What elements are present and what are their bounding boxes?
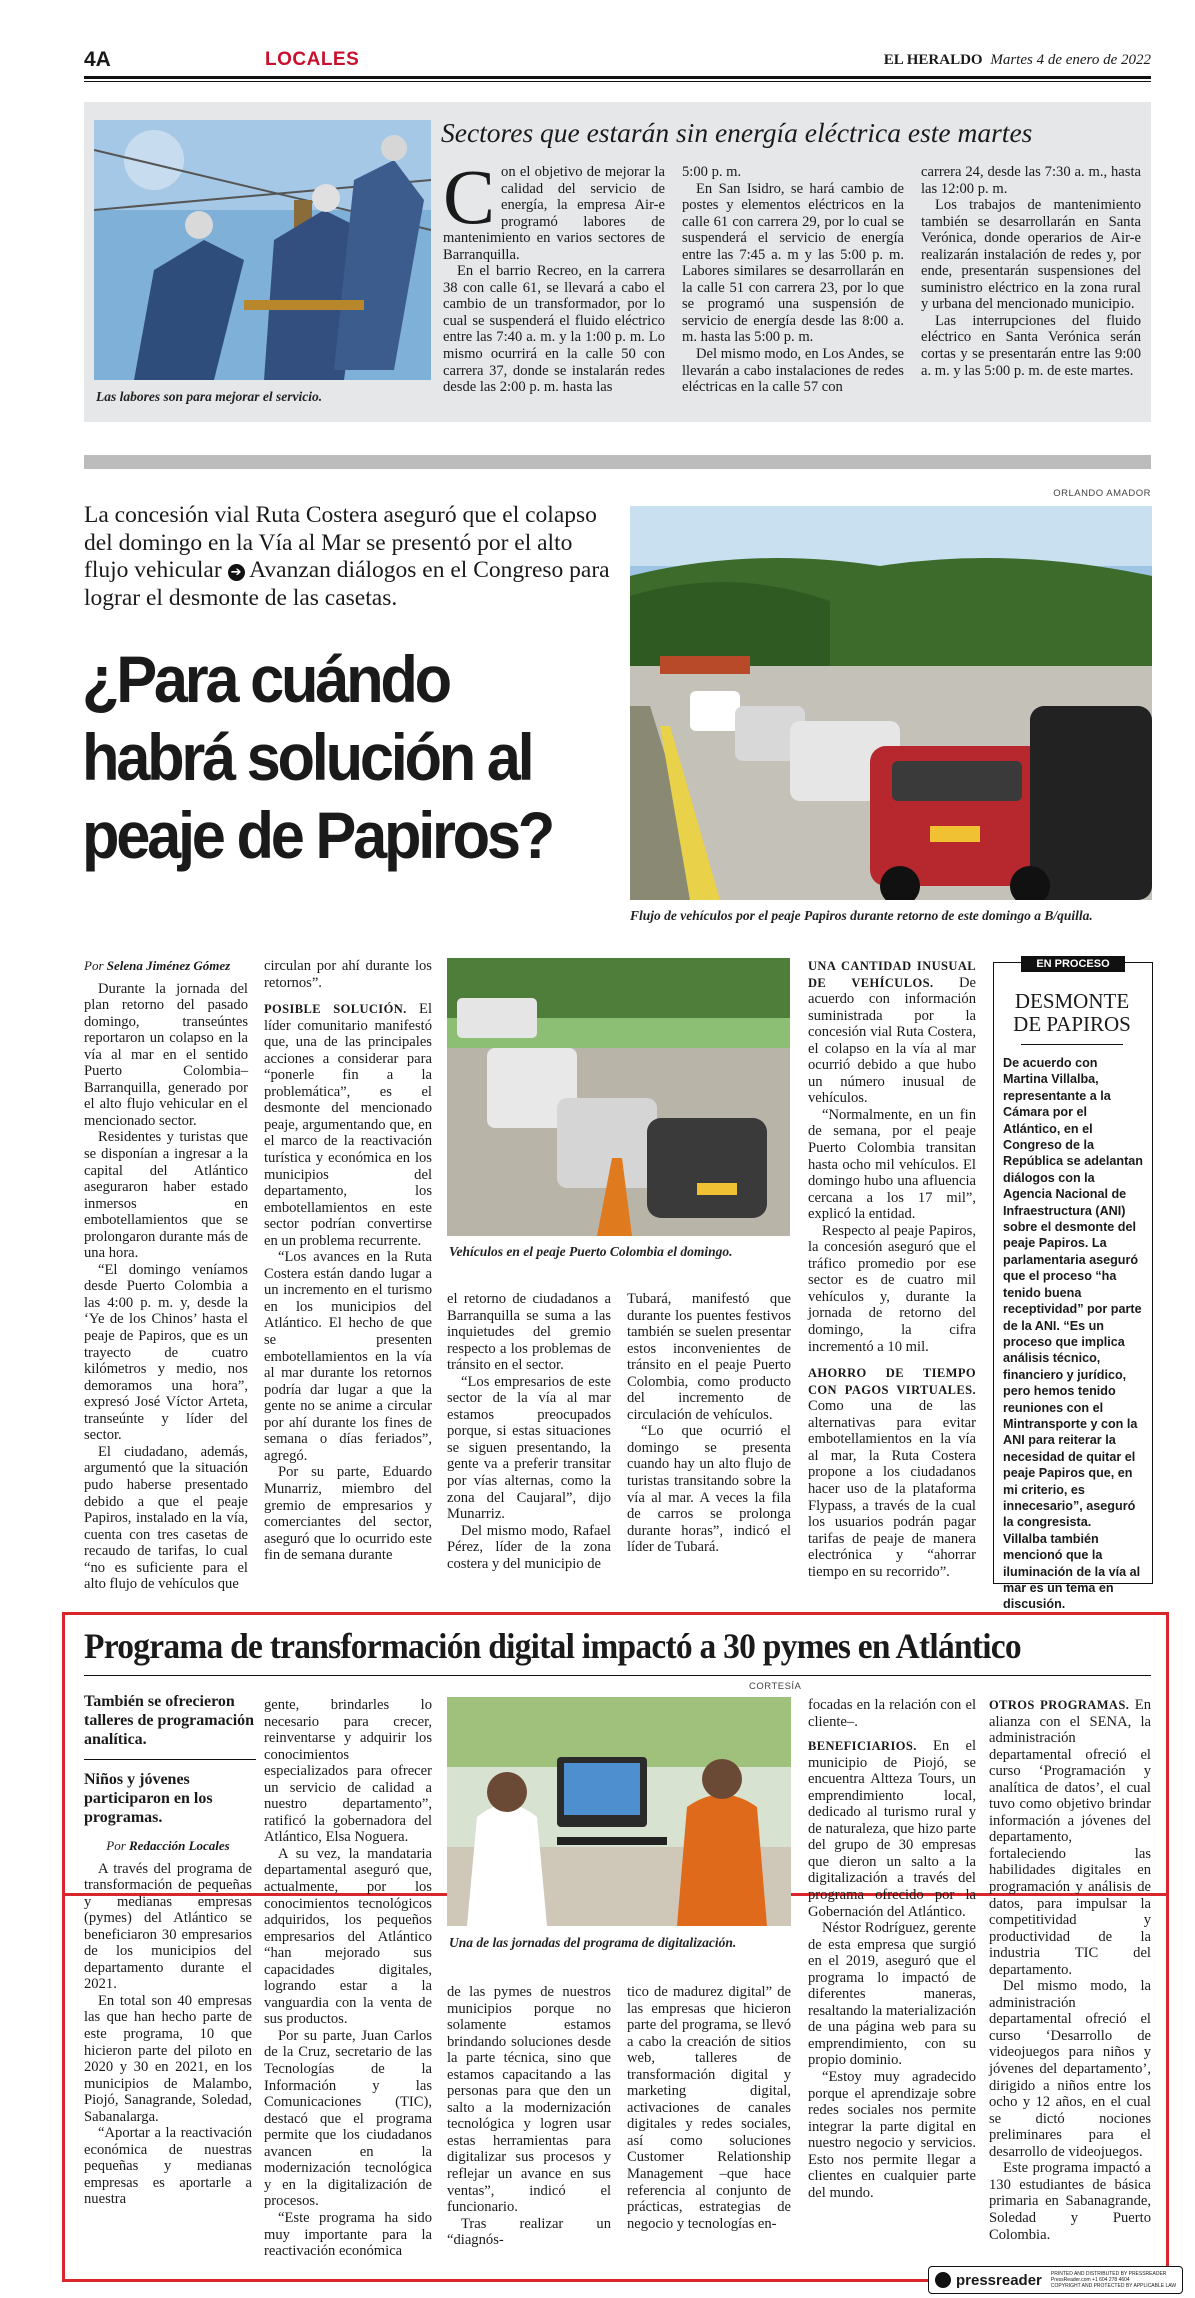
section-divider-bar xyxy=(84,455,1151,469)
fineprint-2: PressReader.com +1 604 278 4604 xyxy=(1050,2277,1130,2283)
pressreader-icon xyxy=(935,2272,951,2288)
traffic-photo-main xyxy=(630,506,1152,900)
header-rule xyxy=(84,76,1151,79)
lead-otros-programas: OTROS PROGRAMAS. xyxy=(989,1698,1130,1712)
digital-col6-p3: Este programa impactó a 130 estudiantes de básica primaria en Sabanagrande, Soledad y Puerto Colombia. xyxy=(989,2160,1151,2243)
energy-col-2 xyxy=(682,164,904,396)
section-label: LOCALES xyxy=(265,49,360,70)
traffic-photo-small xyxy=(447,958,790,1236)
digital-headline: Programa de transformación digital impactó a 30 pymes en Atlántico xyxy=(84,1626,1021,1666)
peaje-col1-p1: Durante la jornada del plan retorno del pasado domingo, transeúntes reportaron un colapso en la vía al mar en el sentido Puerto Colombia–Barranquilla, generado por el alto flujo vehicular en el mencionado sector. xyxy=(84,980,248,1129)
deck-part-1: La concesión vial Ruta Costera aseguró que el colapso del domingo en la Vía al Mar se presentó por el alto flujo vehicular xyxy=(84,502,597,583)
digital-col-2 xyxy=(264,1697,432,2260)
digital-col5-p1-text: En el municipio de Piojó, se encuentra Altteza Tours, un emprendimiento local, dedicado al turismo rural y de naturaleza, que hizo parte del grupo de 30 empresas que dieron un salto a la digitalización a través del programa ofrecido por la Gobernación del Atlántico. xyxy=(808,1738,976,1920)
energy-caption: Las labores son para mejorar el servicio. xyxy=(96,389,323,404)
digital-col5-p3: “Estoy muy agradecido porque el aprendizaje sobre redes sociales nos permite integrar la parte digital en nuestro negocio y servicios. Esto nos permite llegar a clientes en cualquier parte del mundo. xyxy=(808,2069,976,2201)
peaje-col2-first: circulan por ahí durante los retornos”. xyxy=(264,958,432,991)
digital-photo-caption: Una de las jornadas del programa de digitalización. xyxy=(449,1935,737,1950)
pressreader-fineprint xyxy=(1051,2271,1176,2289)
energy-col1-p1: on el objetivo de mejorar la calidad del servicio de energía, la empresa Air-e programó labores de mantenimiento en varios sectores de Barranquilla. xyxy=(443,164,665,263)
peaje-col2-p3: Por su parte, Eduardo Munarriz, miembro del gremio de empresarios y comerciantes del sector, aseguró que lo ocurrido este fin de semana durante xyxy=(264,1464,432,1564)
digital-byline-name: Redacción Locales xyxy=(129,1838,230,1853)
digital-col3-p2: Tras realizar un “diagnós- xyxy=(447,2215,611,2249)
sidebar-p1: De acuerdo con Martina Villalba, representante a la Cámara por el Atlántico, en el Congreso de la República se adelantan diálogos con la Agencia Nacional de Infraestructura (ANI) sobre el desmonte del peaje Papiros. La parlamentaria aseguró que el proceso “ha tenido buena receptividad” por parte de la ANI. “Es un proceso que implica análisis técnico, financiero y jurídico, pero hemos tenido reuniones con el Mintransporte y con la ANI para reiterar la necesidad de quitar el peaje Papiros que, en mi criterio, es innecesario”, aseguró la congresista. xyxy=(1003,1056,1143,1530)
digital-byline xyxy=(84,1838,252,1855)
energy-col3-p1: carrera 24, desde las 7:30 a. m., hasta las 12:00 p. m. xyxy=(921,164,1141,197)
digital-col2-first: gente, brindarles lo necesario para crecer, reinventarse y adquirir los conocimientos especializados para ofrecer un servicio de calidad a nuestro departamento”, ratificó la gobernadora del Atlántico, Elsa Noguera. xyxy=(264,1697,432,1846)
peaje-col2-p1 xyxy=(264,1001,432,1249)
peaje-col1-p4: El ciudadano, además, argumentó que la situación pudo haberse presentado debido a que el peaje Papiros, instalado en la vía, cuenta con tres casetas de recaudo de tarifas, lo cual “no es suficiente para el alto flujo de vehículos que xyxy=(84,1443,248,1593)
pressreader-brand: pressreader xyxy=(956,2271,1042,2289)
peaje-col4-p2: “Lo que ocurrió el domingo se presenta cuando hay un alto flujo de turistas transitando sobre la vía al mar. A veces la fila de carros se prolonga durante horas”, indicó el líder de Tubará. xyxy=(627,1423,791,1556)
peaje-col-4 xyxy=(627,1291,791,1556)
peaje-col3-p3: Del mismo modo, Rafael Pérez, líder de la zona costera y del municipio de xyxy=(447,1522,611,1572)
deck-arrow-icon: ➔ xyxy=(228,564,245,581)
photo-credit: ORLANDO AMADOR xyxy=(1053,488,1151,499)
peaje-col-5 xyxy=(808,958,976,1580)
peaje-col-1 xyxy=(84,958,248,1593)
digital-col1-p3: “Aportar a la reactivación económica de nuestras pequeñas y medianas empresas es aportarle a nuestra xyxy=(84,2125,252,2208)
summary-1: También se ofrecieron talleres de programación analítica. xyxy=(84,1693,255,1748)
digital-col2-p1: A su vez, la mandataria departamental aseguró que, actualmente, por los conocimientos tecnológicos adquiridos, los pequeños empresarios del Atlántico “han mejorado sus capacidades digitales, logrando estar a la vanguardia con la venta de sus productos. xyxy=(264,1845,432,2028)
peaje-col5-p2: “Normalmente, en un fin de semana, por el peaje Puerto Colombia transitan hasta ocho mil vehículos. El domingo hubo una afluencia cercana a los 17 mil”, explicó la entidad. xyxy=(808,1106,976,1223)
digital-col5-p1 xyxy=(808,1738,976,1920)
peaje-col1-p3: “El domingo veníamos desde Puerto Colombia a las 4:00 p. m. y, desde la ‘Ye de los Chinos’ hasta el peaje de Papiros, que es un trayecto de cuatro kilómetros y medio, nos demoramos una hora”, expresó José Víctor Arteta, transeúnte y líder del sector. xyxy=(84,1261,248,1444)
digital-byline-prefix: Por xyxy=(106,1838,129,1853)
pressreader-badge xyxy=(928,2266,1183,2294)
deck xyxy=(84,502,621,612)
energy-title: Sectores que estarán sin energía eléctrica este martes xyxy=(441,117,1033,148)
issue-date: Martes 4 de enero de 2022 xyxy=(990,52,1151,68)
energy-col2-p2: En San Isidro, se hará cambio de postes y elementos eléctricos en la calle 61 con carrera 29, por lo cual se suspenderá el servicio de energía entre las 7:45 a. m y las 5:00 p. m. Labores similares se desarrollarán en la calle 51 con carrera 23, por lo que se programó una suspensión de servicio de energía desde las 8:00 a. m. hasta las 5:00 p. m. xyxy=(682,180,904,346)
digital-col6-p1 xyxy=(989,1697,1151,1978)
peaje-col5-p3: Respecto al peaje Papiros, la concesión aseguró que el tráfico promedio por ese sector es de cuatro mil vehículos y, durante la jornada de retorno del domingo, la cifra incrementó a 10 mil. xyxy=(808,1222,976,1355)
lead-cantidad-inusual: UNA CANTIDAD INUSUAL DE VEHÍCULOS. xyxy=(808,959,976,990)
main-headline xyxy=(82,640,552,874)
peaje-col1-p2: Residentes y turistas que se disponían a ingresar a la capital del Atlántico aseguraron haber estado inmersos en embotellamientos que se prolongaron durante más de una hora. xyxy=(84,1129,248,1262)
peaje-col2-p2: “Los avances en la Ruta Costera están dando lugar a un incremento en el turismo en los municipios del Atlántico. El hecho de que se presenten embotellamientos en la vía al mar durante los retornos podría dar lugar a que la gente no se anime a circular por ahí durante los fines de semana o días feriados”, agregó. xyxy=(264,1249,432,1464)
lead-beneficiarios: BENEFICIARIOS. xyxy=(808,1739,917,1754)
headline-line-1: ¿Para cuándo xyxy=(82,642,449,716)
peaje-col2-p1-text: El líder comunitario manifestó que, una de las principales acciones a considerar para “ponerle fin a la problemática”, es el desmonte del mencionado peaje, argumentando que, en el marco de la reactivación turística y económica en los municipios del departamento, los embotellamientos en este sector podrían convertirse en un problema recurrente. xyxy=(264,1001,433,1249)
deck-part-2: Avanzan diálogos en el Congreso para lograr el desmonte de las casetas. xyxy=(84,557,610,611)
headline-line-2: habrá solución al xyxy=(82,720,532,794)
peaje-byline xyxy=(84,958,248,975)
energy-col-3 xyxy=(921,164,1141,379)
fineprint-1: PRINTED AND DISTRIBUTED BY PRESSREADER xyxy=(1050,2271,1167,2277)
digital-col1-p1: A través del programa de transformación de pequeñas y medianas empresas (pymes) del Atlántico se beneficiaron 30 empresarios de los municipios del departamento durante el 2021. xyxy=(84,1860,252,1993)
digital-col-5 xyxy=(808,1697,976,2201)
lead-ahorro-tiempo: AHORRO DE TIEMPO CON PAGOS VIRTUALES. xyxy=(808,1366,976,1397)
digital-col2-p2: Por su parte, Juan Carlos de la Cruz, secretario de las Tecnologías de la Información y las Comunicaciones (TIC), destacó que el programa permite que los ciudadanos avancen en la modernización tecnológica y en la digitalización de procesos. xyxy=(264,2027,432,2210)
page-number: 4A xyxy=(84,48,111,71)
digital-col5-p2: Néstor Rodríguez, gerente de esta empresa que surgió en el 2019, aseguró que el programa lo impactó de diferentes maneras, resaltando la materialización de una página web para su emprendimiento, con su propio dominio. xyxy=(808,1920,976,2069)
header-rule-thin xyxy=(84,81,1151,82)
energy-col-1 xyxy=(443,153,665,396)
energy-col2-p1: 5:00 p. m. xyxy=(682,164,742,180)
sidebar-tag: EN PROCESO xyxy=(1021,956,1125,972)
byline-prefix: Por xyxy=(84,958,107,973)
small-photo-caption: Vehículos en el peaje Puerto Colombia el domingo. xyxy=(449,1244,733,1259)
masthead-line xyxy=(884,52,1151,69)
energy-col3-p3: Las interrupciones del fluido eléctrico en Santa Verónica serán cortas y se presentarán entre las 9:00 a. m. y las 5:00 p. m. de este martes. xyxy=(921,312,1141,379)
headline-line-3: peaje de Papiros? xyxy=(82,798,552,872)
digital-col1-p2: En total son 40 empresas las que han hecho parte de este programa, 10 que hicieron parte del piloto en 2020 y 30 en 2021, en los municipios de Malambo, Piojó, Sanagrande, Soledad, Sabanalarga. xyxy=(84,1992,252,2125)
digital-col6-p1-text: En alianza con el SENA, la administración departamental ofreció el curso ‘Programación y analítica de datos’, el cual tuvo como objetivo brindar información a jóvenes del departamento, fortaleciendo las habilidades digitales en programación y análisis de datos, para impulsar la competitividad y productividad de la industria TIC del departamento. xyxy=(989,1697,1151,1978)
digital-headline-rule xyxy=(84,1675,1151,1676)
digital-col3-p1: de las pymes de nuestros municipios porque no solamente estamos brindando soluciones desde la parte técnica, sino que estamos capacitando a las personas para que den un salto a la modernización tecnológica y logren usar estas herramientas para digitalizar sus procesos y reflejar un avance en sus ventas”, indicó el funcionario. xyxy=(447,1984,611,2216)
digital-col4-p1: tico de madurez digital” de las empresas que hicieron parte del programa, se llevó a cabo la creación de sitios web, talleres de transformación digital y marketing digital, activaciones de canales digitales y redes sociales, así como soluciones Customer Relationship Management –que hace referencia al conjunto de prácticas, estrategias de negocio y tecnologías en- xyxy=(627,1984,791,2232)
peaje-col4-p1: Tubará, manifestó que durante los puentes festivos también se suelen presentar estos inconvenientes de tránsito en el peaje Puerto Colombia, como producto del incremento de circulación de vehículos. xyxy=(627,1291,791,1423)
sidebar-body xyxy=(1003,1055,1145,1613)
main-photo-caption: Flujo de vehículos por el peaje Papiros durante retorno de este domingo a B/quilla. xyxy=(630,908,1093,923)
sidebar-rule xyxy=(1021,1044,1123,1045)
energy-dropcap: C xyxy=(443,153,496,240)
peaje-col-3 xyxy=(447,1291,611,1572)
digital-col-1 xyxy=(84,1838,252,2208)
peaje-col3-p2: “Los empresarios de este sector de la vía al mar estamos preocupados porque, si estas situaciones se siguen presentando, la gente va a preferir transitar por vías alternas, como la zona del Caujaral”, dijo Munarriz. xyxy=(447,1373,611,1523)
energy-col1-p2: En el barrio Recreo, en la carrera 38 con calle 61, se llevará a cabo el cambio de un transformador, por lo cual se suspenderá el fluido eléctrico entre las 7:40 a. m. y la 1:00 p. m. Lo mismo ocurrirá en la calle 50 con carrera 37, donde se instalarán redes desde las 2:00 p. m. hasta las xyxy=(443,263,665,396)
byline-name: Selena Jiménez Gómez xyxy=(106,958,231,973)
peaje-col-2 xyxy=(264,958,432,1564)
peaje-col5-p4 xyxy=(808,1365,976,1580)
digital-col2-p3: “Este programa ha sido muy importante para la reactivación económica xyxy=(264,2209,432,2260)
sidebar-title: DESMONTE DE PAPIROS xyxy=(1013,989,1131,1036)
peaje-col5-p1 xyxy=(808,958,976,1107)
summary-2: Niños y jóvenes participaron en los programas. xyxy=(84,1771,213,1826)
newspaper-name: EL HERALDO xyxy=(883,52,983,68)
digital-photo xyxy=(447,1697,791,1926)
digital-col-4 xyxy=(627,1984,791,2232)
lead-posible-solucion: POSIBLE SOLUCIÓN. xyxy=(264,1002,407,1017)
digital-col5-first: focadas en la relación con el cliente–. xyxy=(808,1697,976,1730)
fineprint-3: COPYRIGHT AND PROTECTED BY APPLICABLE LAW xyxy=(1050,2283,1177,2289)
sidebar-p2: Villalba también mencionó que la iluminación de la vía al mar es un tema en discusión. xyxy=(1003,1531,1141,1612)
digital-col-3 xyxy=(447,1984,611,2249)
energy-col2-p3: Del mismo modo, en Los Andes, se llevarán a cabo instalaciones de redes eléctricas en la calle 57 con xyxy=(682,346,904,396)
digital-col6-p2: Del mismo modo, la administración departamental ofreció el curso ‘Desarrollo de videojuegos para niños y jóvenes del departamento’, dirigido a niños entre los ocho y 12 años, en el cual se dictó nociones preliminares para el desarrollo de videojuegos. xyxy=(989,1978,1151,2160)
energy-col3-p2: Los trabajos de mantenimiento también se desarrollarán en Santa Verónica, donde operarios de Air-e realizarán instalación de redes y, por ende, presentarán suspensiones del suministro eléctrico en la zona rural y urbana del mencionado municipio. xyxy=(921,197,1141,313)
linemen-photo xyxy=(94,120,431,380)
digital-photo-credit: CORTESÍA xyxy=(749,1681,802,1692)
peaje-col5-p1-text: De acuerdo con información suministrada por la concesión vial Ruta Costera, el colapso en la vía al mar ocurrió debido a que hubo un número inusual de vehículos. xyxy=(808,974,976,1107)
digital-col-6 xyxy=(989,1697,1151,2243)
summary-rule xyxy=(84,1759,256,1760)
peaje-col3-p1: el retorno de ciudadanos a Barranquilla se suma a las inquietudes del gremio respecto a los problemas de tránsito en el sector. xyxy=(447,1291,611,1374)
peaje-col5-p4-text: Como una de las alternativas para evitar embotellamientos en la vía al mar, la Ruta Costera propone a los ciudadanos hacer uso de la plataforma Flypass, a través de la cual los usuarios podrán pagar tarifas de peaje de manera electrónica y “ahorrar tiempo en su recorrido”. xyxy=(808,1398,976,1580)
digital-summary xyxy=(84,1692,256,1827)
